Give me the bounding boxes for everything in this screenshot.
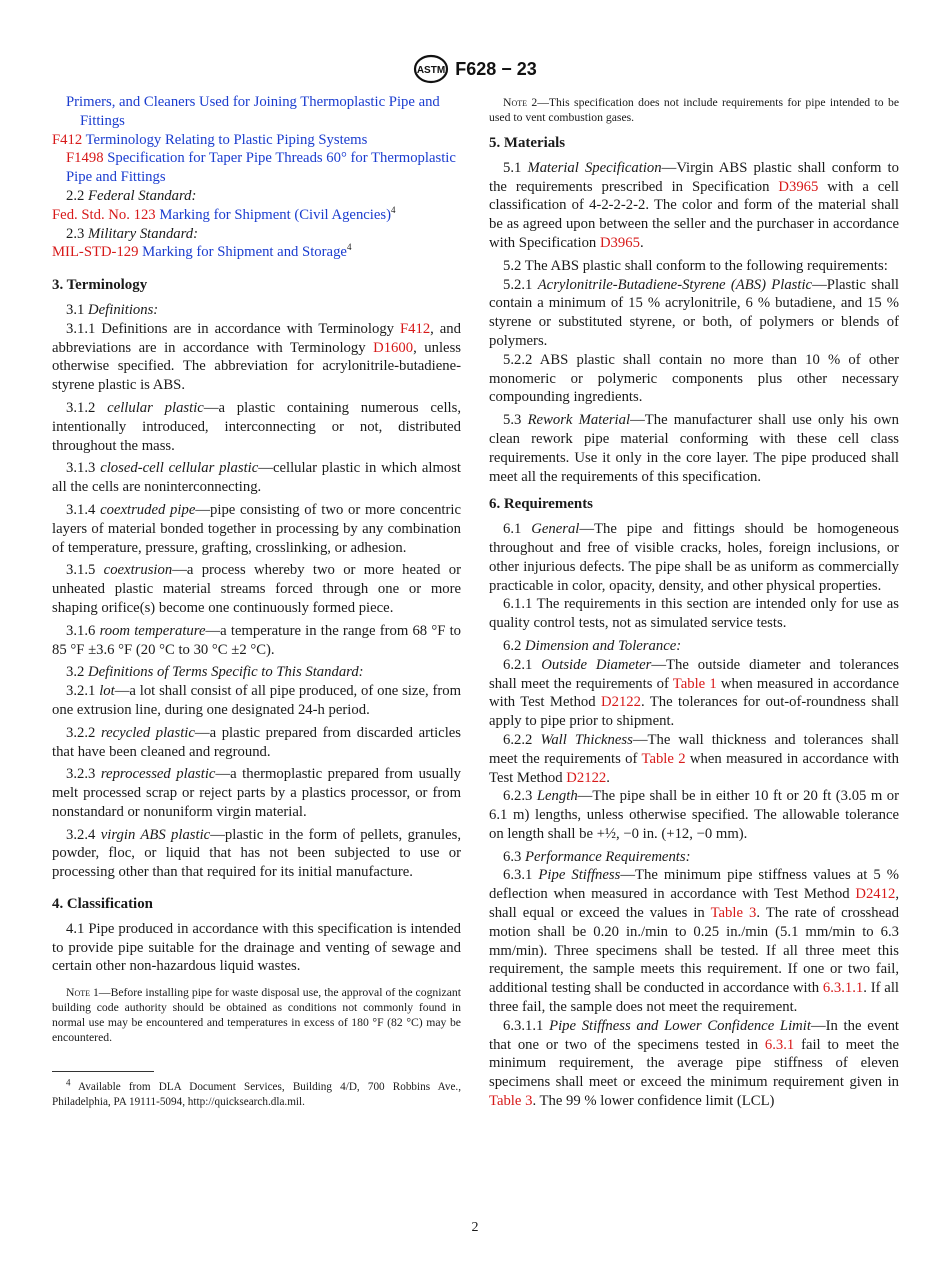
para-6-3: 6.3 Performance Requirements: (503, 848, 691, 865)
link-f412[interactable]: F412 (399, 320, 431, 337)
para-3-2: 3.2 Definitions of Terms Specific to This Standard: (66, 664, 364, 681)
para-3-1-6: 3.1.6 room temperature—a temperature in the range from 68 °F to 85 °F ±3.6 °F (20 °C to 30 °C ±2 °C). (52, 622, 461, 658)
para-6-3-1: 6.3.1 Pipe Stiffness—The minimum pipe stiffness values at 5 % deflection when measured in accordance with Test Method D2412, shall equal or exceed the values in Table 3. The rate of crosshead motion shall be 0.20 in./min to 0.25 in./min (5.1 mm/min to 6.3 mm/min). Three specimens shall be tested. If all three meet this requirement, the sample meets this requirement. If one or two fail, additional testing shall be conducted in accordance with 6.3.1.1. If all three fail, the sample does not meet the requirement. (489, 867, 899, 1016)
para-5-2-1: 5.2.1 Acrylonitrile-Butadiene-Styrene (ABS) Plastic—Plastic shall contain a minimum of 15 % acrylonitrile, 6 % butadiene, and 15 % styrene or substituted styrene, or both, of polymers or blends of polymers. (489, 276, 900, 349)
section-4-title: 4. Classification (52, 896, 153, 913)
para-6-2-3: 6.2.3 Length—The pipe shall be in either 10 ft or 20 ft (3.05 m or 6.1 m) lengths, unless otherwise specified. The allowable tolerance on length shall be +½, −0 in. (+12, −0 mm). (489, 788, 900, 842)
para-3-2-2: 3.2.2 recycled plastic—a plastic prepared from discarded articles that have been cleaned and reground. (52, 724, 462, 760)
para-6-1-1: 6.1.1 The requirements in this section are intended only for use as quality control tests, not as simulated service tests. (489, 596, 899, 632)
link-d2122-2[interactable]: D2122 (566, 769, 607, 786)
para-6-3-1-1: 6.3.1.1 Pipe Stiffness and Lower Confidence Limit—In the event that one or two of the specimens tested in 6.3.1 fail to meet the minimum requirement, the average pipe stiffness of eleven specimens shall meet or exceed the minimum requirement given in Table 3. The 99 % lower confidence limit (LCL) (489, 1017, 900, 1110)
section-6-title: 6. Requirements (489, 496, 593, 513)
link-table-2[interactable]: Table 2 (641, 750, 686, 767)
para-3-1: 3.1 Definitions: (66, 301, 159, 318)
para-3-1-4: 3.1.4 coextruded pipe—pipe consisting of two or more concentric layers of material bonded together in processing by any combination of temperature, pressure, grafting, crosslinking, or adhesion. (52, 501, 461, 556)
left-column (52, 93, 461, 1109)
para-3-2-3: 3.2.3 reprocessed plastic—a thermoplastic prepared from usually melt processed scrap or reject parts by a plastics processor, or from nonstandard or nonuniform virgin material. (52, 766, 462, 820)
para-5-2: 5.2 The ABS plastic shall conform to the following requirements: (503, 257, 888, 274)
para-6-2: 6.2 Dimension and Tolerance: (503, 637, 682, 654)
section-3-title: 3. Terminology (52, 277, 148, 294)
link-d2412[interactable]: D2412 (855, 886, 896, 903)
svg-text:ASTM: ASTM (417, 65, 446, 76)
para-6-2-1: 6.2.1 Outside Diameter—The outside diameter and tolerances shall meet the requirements of Table 1 when measured in accordance with Test Method D2122. The tolerances for out-of-roundness shall apply to pipe prior to shipment. (489, 656, 899, 730)
para-5-1: 5.1 Material Specification—Virgin ABS plastic shall conform to the requirements prescribed in Specification D3965 with a cell classification of 4-2-2-2-2. The color and form of the material shall be as agreed upon between the seller and the purchaser in accordance with Specification D3965. (489, 159, 899, 251)
reference-fed-std-123[interactable]: Fed. Std. No. 123 Marking for Shipment (Civil Agencies)$^4$ (52, 204, 396, 223)
federal-standard-heading: 2.2 Federal Standard: (66, 187, 197, 204)
para-3-1-5: 3.1.5 coextrusion—a process whereby two or more heated or unheated plastic material streams forced through one or more shaping orifice(s) become one continuously formed piece. (52, 562, 462, 616)
link-6-3-1-1[interactable]: 6.3.1.1 (822, 980, 864, 997)
astm-logo-icon (413, 54, 449, 84)
section-5-title: 5. Materials (489, 135, 566, 151)
para-6-2-2: 6.2.2 Wall Thickness—The wall thickness and tolerances shall meet the requirements of Table 2 when measured in accordance with Test Method D2122. (489, 731, 900, 786)
para-3-1-2: 3.1.2 cellular plastic—a plastic containing numerous cells, intentionally introduced, interconnecting or not, distributed throughout the mass. (52, 399, 462, 454)
page-header (0, 52, 950, 86)
page-number: 2 (471, 1220, 479, 1235)
reference-f1498[interactable]: F1498 Specification for Taper Pipe Threads 60° for Thermoplastic Pipe and Fittings (66, 150, 456, 186)
note-1: Note 1—Before installing pipe for waste disposal use, the approval of the cognizant building code authority should be obtained as conditions not commonly found in normal use may be encountered and temperatures in excess of 180 °F (82 °C) may be encountered. (52, 986, 461, 1045)
link-d3965-2[interactable]: D3965 (599, 234, 640, 251)
footnote-4: $^4$ Available from DLA Document Services, Building 4/D, 700 Robbins Ave., Philadelphia, PA 19111-5094, http://quicksearch.dla.mil. (52, 1077, 461, 1108)
document-id: F628 − 23 (455, 58, 537, 79)
link-table-1[interactable]: Table 1 (672, 675, 717, 692)
link-table-3[interactable]: Table 3 (710, 905, 757, 922)
reference-f1041-cont[interactable]: Primers, and Cleaners Used for Joining Thermoplastic Pipe and Fittings (66, 94, 440, 129)
link-table-3-2[interactable]: Table 3 (489, 1093, 533, 1110)
footnote-divider (52, 1071, 154, 1072)
para-3-2-1: 3.2.1 lot—a lot shall consist of all pipe produced, of one size, from one extrusion line, during one designated 24-h period. (52, 683, 461, 718)
link-d1600[interactable]: D1600 (373, 339, 414, 356)
para-3-1-3: 3.1.3 closed-cell cellular plastic—cellular plastic in which almost all the cells are noninterconnecting. (52, 460, 462, 496)
right-column (489, 93, 899, 1111)
para-3-1-1: 3.1.1 Definitions are in accordance with Terminology F412, and abbreviations are in accordance with Terminology D1600, unless otherwise specified. The abbreviation for acrylonitrile-butadiene-styrene plastic is ABS. (52, 320, 461, 394)
note-2: Note 2—This specification does not include requirements for pipe intended to be used to vent combustion gases. (489, 96, 900, 124)
link-d3965[interactable]: D3965 (778, 178, 819, 195)
link-6-3-1[interactable]: 6.3.1 (764, 1036, 795, 1053)
reference-f412[interactable]: F412 Terminology Relating to Plastic Piping Systems (52, 131, 368, 148)
para-5-3: 5.3 Rework Material—The manufacturer shall use only his own clean rework pipe material conforming with these cell class requirements. Use it only in the core layer. The pipe produced shall meet all the requirements of this specification. (489, 412, 900, 485)
link-d2122[interactable]: D2122 (601, 694, 641, 711)
para-4-1: 4.1 Pipe produced in accordance with this specification is intended to provide pipe suitable for the drainage and venting of sewage and certain other non-hazardous liquid wastes. (52, 920, 461, 975)
para-5-2-2: 5.2.2 ABS plastic shall contain no more than 10 % of other monomeric or polymeric components plus other necessary compounding ingredients. (489, 351, 899, 406)
para-6-1: 6.1 General—The pipe and fittings should be homogeneous throughout and free of visible cracks, holes, foreign inclusions, or other injurious defects. The pipe shall be as uniform as commercially practicable in color, opacity, density, and other physical properties. (489, 521, 899, 594)
para-3-2-4: 3.2.4 virgin ABS plastic—plastic in the form of pellets, granules, powder, floc, or liquid that has not been subjected to use or processing other than that required for its initial manufacture. (52, 826, 462, 881)
reference-mil-std-129[interactable]: MIL-STD-129 Marking for Shipment and Storage$^4$ (52, 242, 352, 261)
military-standard-heading: 2.3 Military Standard: (66, 225, 199, 242)
